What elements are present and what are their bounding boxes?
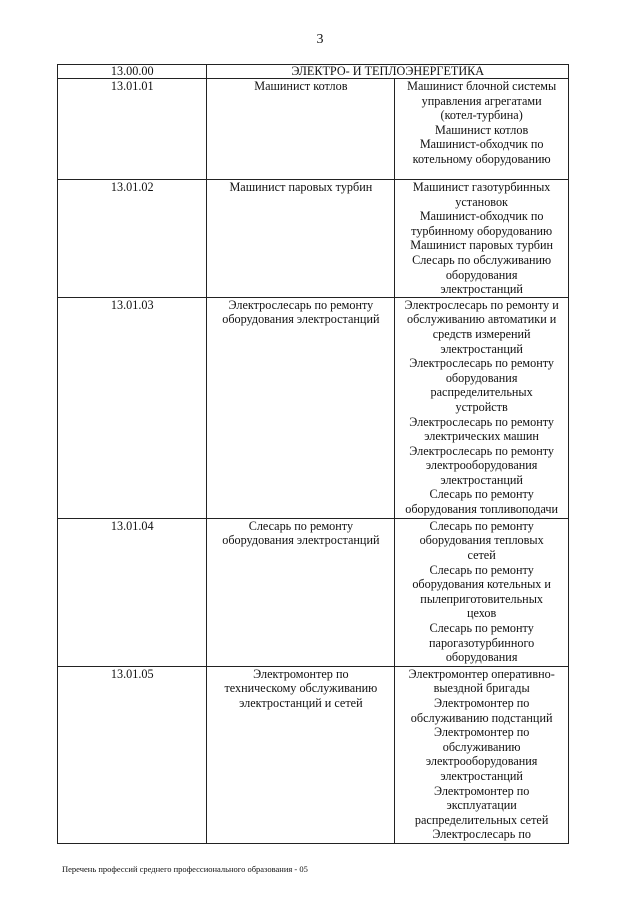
profession-name: Электромонтер по техническому обслуживанию электростанций и сетей — [207, 666, 395, 843]
page-footer: Перечень профессий среднего профессионального образования - 05 — [62, 864, 308, 874]
profession-code: 13.01.02 — [58, 180, 207, 298]
profession-name: Машинист котлов — [207, 79, 395, 180]
page-number: 3 — [316, 32, 324, 47]
profession-code: 13.01.01 — [58, 79, 207, 180]
profession-name: Электрослесарь по ремонту оборудования электростанций — [207, 297, 395, 518]
table-row — [58, 518, 569, 666]
related-professions: Электрослесарь по ремонту и обслуживанию автоматики и средств измерений электростанций Электрослесарь по ремонту оборудования распределительных устройств Электрослесарь по ремонту электрических машин Электрослесарь по ремонту электрооборудования электростанций Слесарь по ремонту оборудования топливоподачи — [395, 297, 569, 518]
section-header-row — [58, 65, 569, 79]
profession-name: Машинист паровых турбин — [207, 180, 395, 298]
profession-code: 13.01.03 — [58, 297, 207, 518]
related-professions: Электромонтер оперативно- выездной бригады Электромонтер по обслуживанию подстанций Электромонтер по обслуживанию электрооборудования электростанций Электромонтер по эксплуатации распределительных сетей Электрослесарь по — [395, 666, 569, 843]
table-row — [58, 666, 569, 843]
related-professions: Слесарь по ремонту оборудования тепловых сетей Слесарь по ремонту оборудования котельных и пылеприготовительных цехов Слесарь по ремонту парогазотурбинного оборудования — [395, 518, 569, 666]
related-professions: Машинист блочной системы управления агрегатами (котел-турбина) Машинист котлов Машинист-обходчик по котельному оборудованию — [395, 79, 569, 180]
table-row — [58, 297, 569, 518]
profession-name: Слесарь по ремонту оборудования электростанций — [207, 518, 395, 666]
profession-code: 13.01.04 — [58, 518, 207, 666]
table-row — [58, 79, 569, 180]
section-title: ЭЛЕКТРО- И ТЕПЛОЭНЕРГЕТИКА — [207, 65, 569, 79]
table-row — [58, 180, 569, 298]
section-code: 13.00.00 — [58, 65, 207, 79]
profession-code: 13.01.05 — [58, 666, 207, 843]
related-professions: Машинист газотурбинных установок Машинист-обходчик по турбинному оборудованию Машинист паровых турбин Слесарь по обслуживанию оборудования электростанций — [395, 180, 569, 298]
professions-table — [57, 64, 569, 844]
